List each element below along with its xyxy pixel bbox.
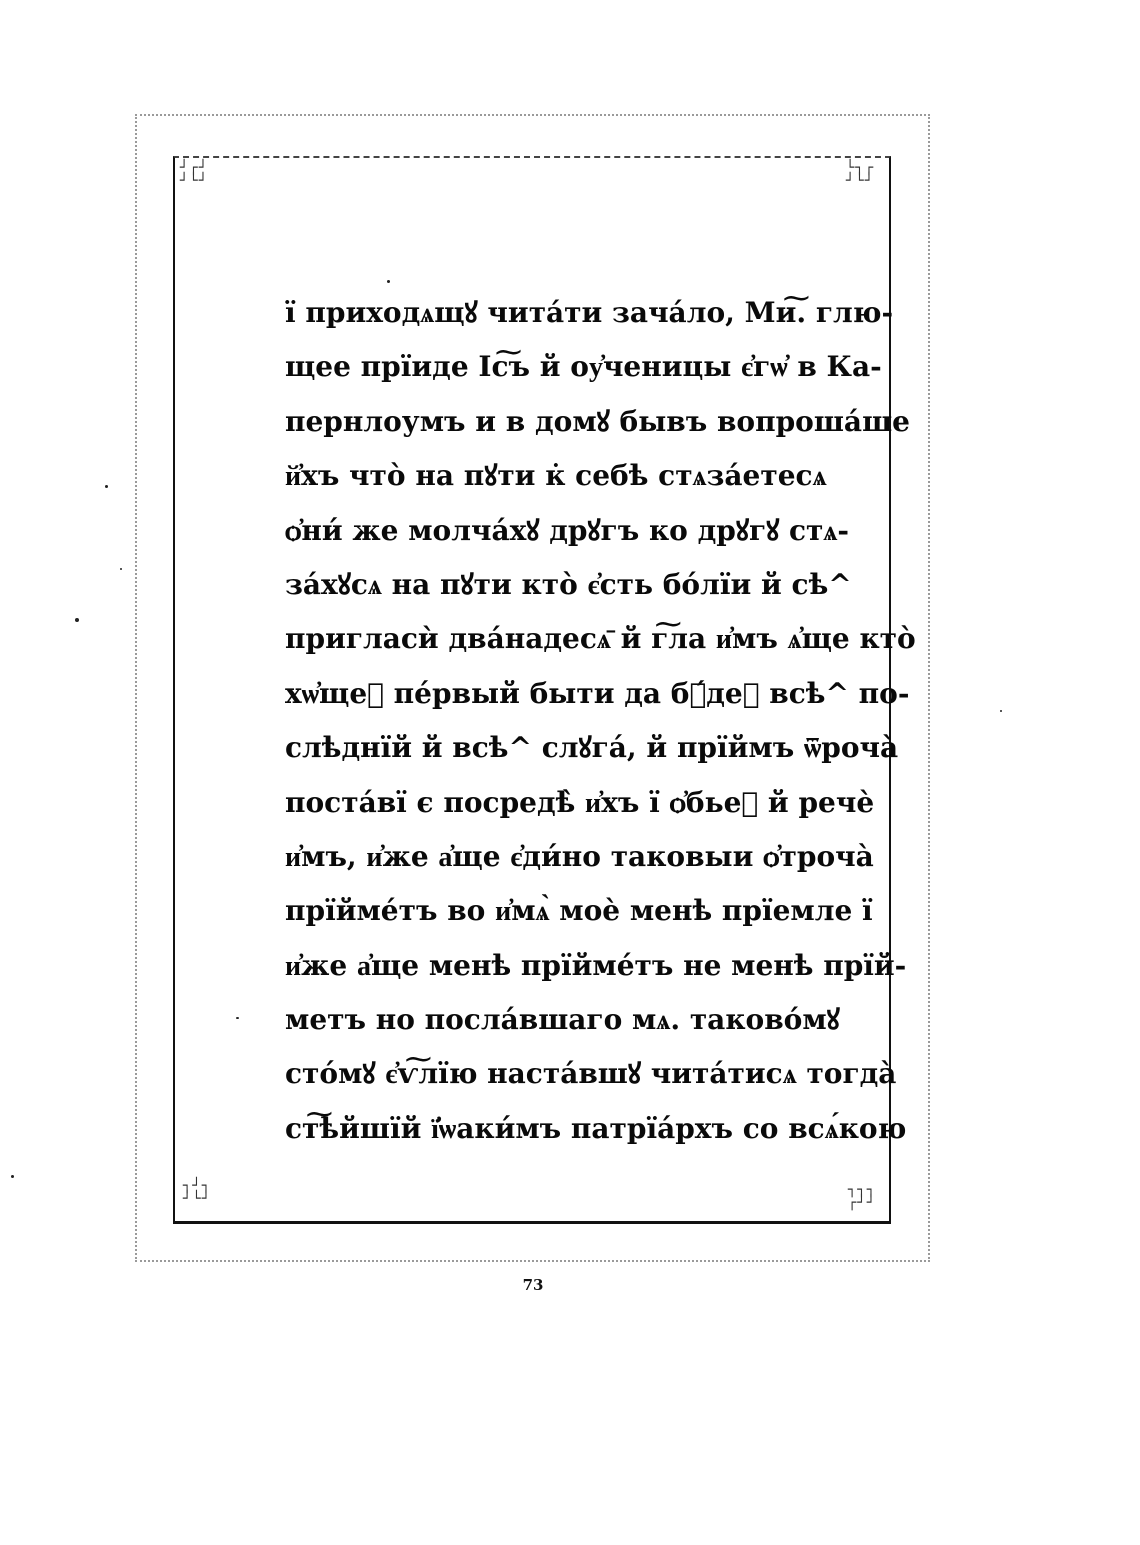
text-line: ѻ҆ни́ же молчáхꙋ дрꙋгъ ко дрꙋгꙋ стѧ- — [285, 513, 850, 547]
text-line: и҆же а҆ще менѣ прїймéтъ не менѣ прїй- — [285, 948, 907, 982]
text-line: зáхꙋсѧ на пꙋти кто̀ є҆сть бóлїи й сѣ^ — [285, 567, 852, 601]
corner-ornament-bottom-left: ┐┘┐ ┘└┘ — [183, 1178, 212, 1207]
text-line: и҆мъ, и҆же а҆ще є҆ди́но таковыи ѻ҆троча̀ — [285, 839, 874, 873]
text-line: приглаcѝ двáнадесѧ̄ й г͠ла и҆мъ ѧ҆ще кто̀ — [285, 622, 916, 656]
corner-ornament-top-right: └┐┌ ┘└┘ — [846, 160, 875, 189]
text-line: прїймéтъ во и҆мѧ̀ моѐ менѣ прїемле ї — [285, 894, 873, 928]
scan-speck — [75, 618, 79, 622]
scan-speck — [387, 280, 390, 283]
text-line: пернлоумъ и в домꙋ бывъ вопрошáше — [285, 404, 910, 438]
text-line: постáвї є посредѣ̀ и҆хъ ї ѻ҆бьеⷨ й речѐ — [285, 785, 875, 819]
text-line: слѣднїй й всѣ^ слꙋга́, й прїймъ ѿроча̀ — [285, 731, 899, 765]
text-line: хѡ҆щеⷮ пе́рвый быти да бꙋ́деⷮ всѣ^ по- — [285, 676, 910, 710]
scan-speck — [120, 568, 122, 570]
scripture-text-block — [285, 286, 916, 1156]
corner-ornament-bottom-right: ┐┐┐ ┌┘┘ — [848, 1182, 877, 1211]
text-line: сто́мꙋ є҆ѵ͠лїю настáвшꙋ читáтисѧ тогда̀ — [285, 1057, 897, 1091]
page-number: 73 — [522, 1276, 544, 1294]
scan-speck — [105, 485, 108, 488]
corner-ornament-top-left: ┘┌┘ ┘└┘ — [180, 160, 209, 189]
scan-speck — [236, 1017, 239, 1019]
text-line: й҆хъ что̀ на пꙋти к̇ себѣ стѧзáетесѧ — [285, 459, 827, 493]
text-line: щее прїиде Іс͠ъ й оу҆ченицы є҆гѡ҆ в Ка- — [285, 350, 882, 384]
text-line: метъ но послáвшаго мѧ. таковóмꙋ — [285, 1003, 840, 1037]
text-line: ст͠ѣйшїй ї҆ѡаки́мъ патрїа́рхъ со всѧ́кою — [285, 1111, 907, 1145]
scan-speck — [11, 1175, 14, 1178]
text-line: ї приходѧщꙋ читáти зачáло, Ми͠. глю- — [285, 296, 894, 329]
scan-speck — [1000, 710, 1002, 712]
